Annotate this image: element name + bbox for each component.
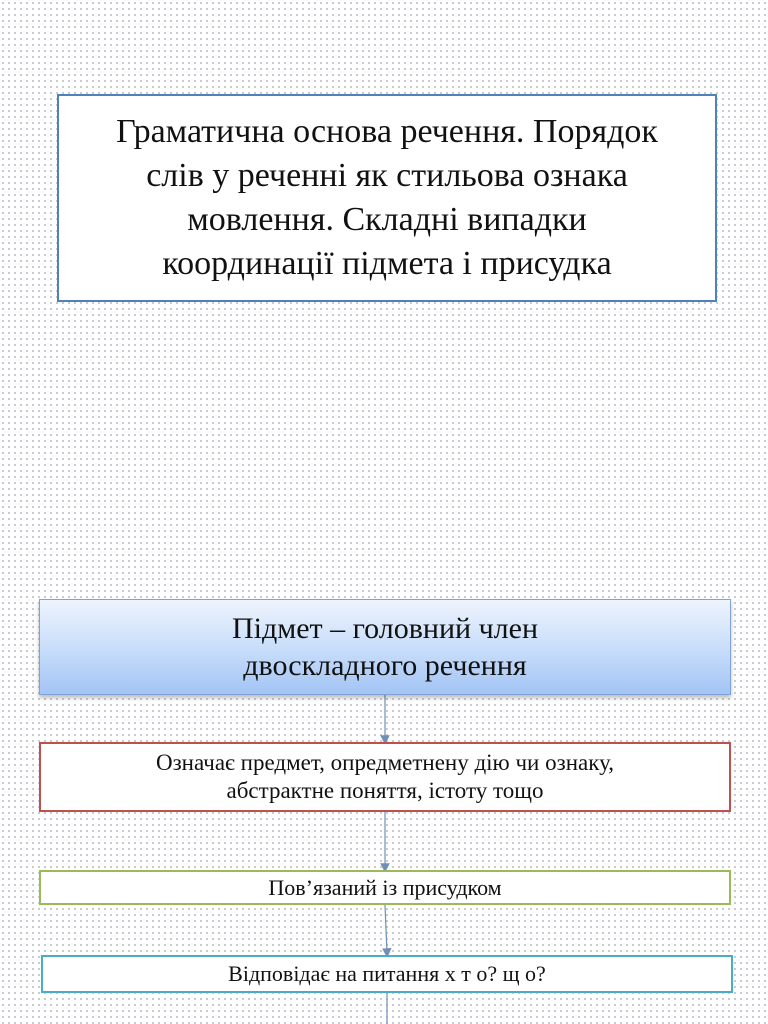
meaning-box <box>39 742 731 812</box>
question-text: Відповідає на питання х т о? щ о? <box>228 961 546 986</box>
title-line: Граматична основа речення. Порядок <box>116 113 658 150</box>
title-line: мовлення. Складні випадки <box>187 201 587 238</box>
connected-box <box>39 870 731 905</box>
meaning-text <box>156 749 614 805</box>
meaning-line: абстрактне поняття, істоту тощо <box>226 778 544 803</box>
subject-box <box>39 599 731 695</box>
title-line: координації підмета і присудка <box>162 245 612 282</box>
connected-text: Пов’язаний із присудком <box>268 874 502 900</box>
subject-line: Підмет – головний член <box>231 612 539 645</box>
connector-connected-to-question <box>385 905 387 953</box>
meaning-line: Означає предмет, опредметнену дію чи ознаку, <box>155 750 615 775</box>
subject-text <box>232 610 538 684</box>
subject-line: двоскладного речення <box>243 649 527 682</box>
title-text <box>116 110 658 286</box>
title-line: слів у реченні як стильова ознака <box>146 157 628 194</box>
title-box <box>57 94 717 302</box>
question-box <box>41 955 733 993</box>
